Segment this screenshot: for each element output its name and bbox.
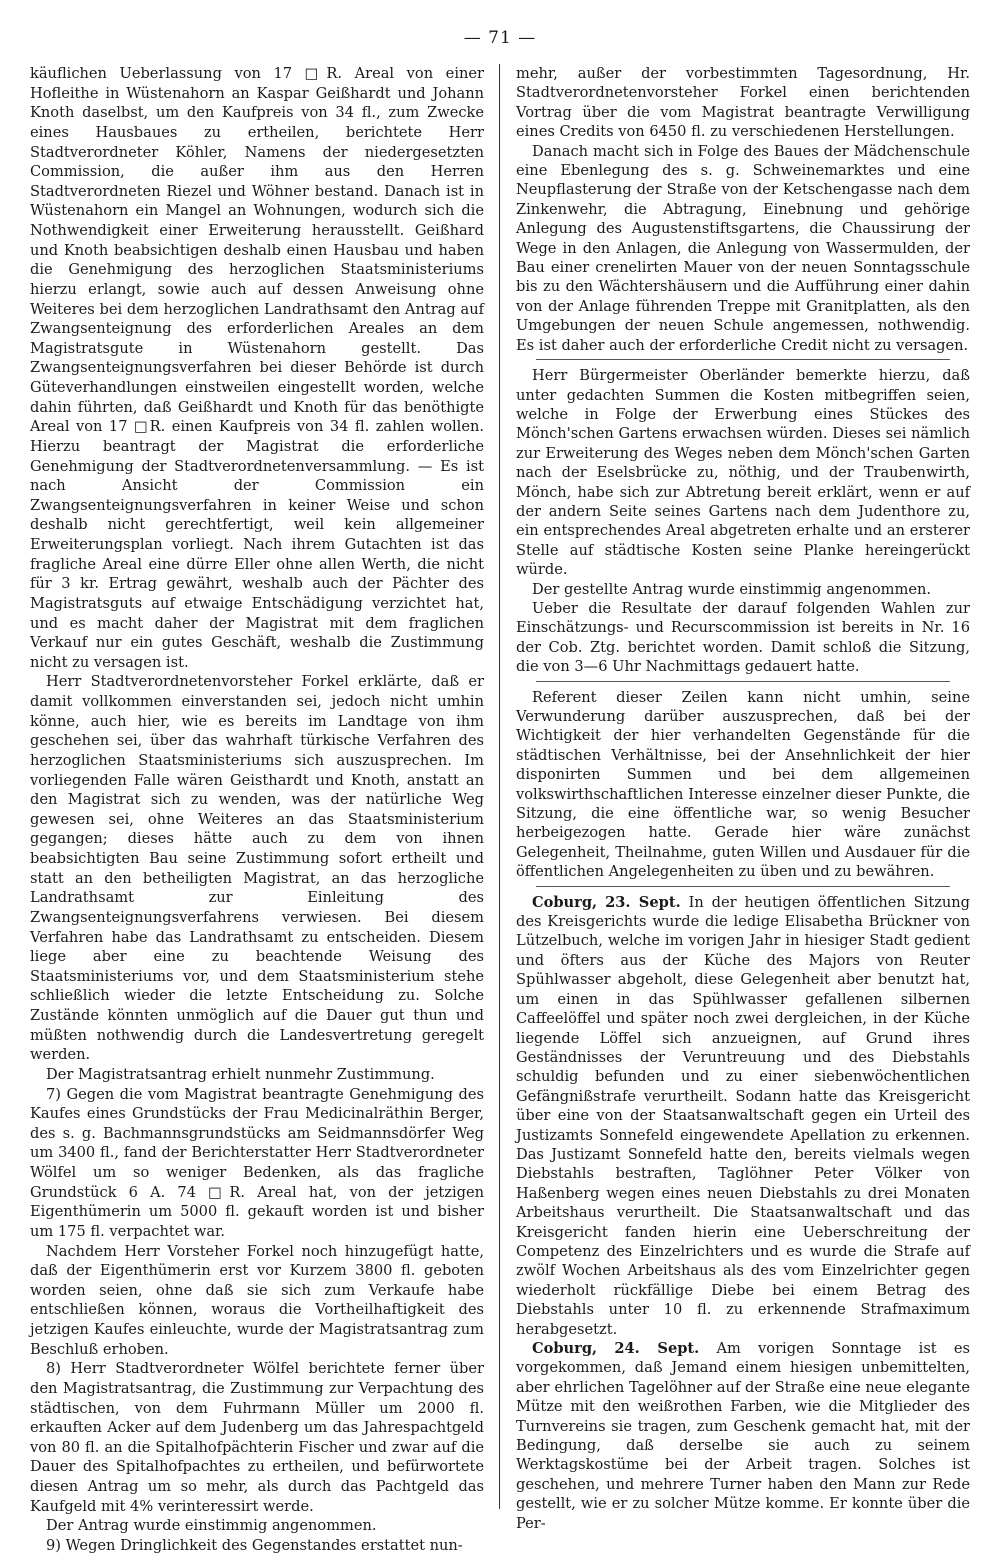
dateline-date: 24. Sept. <box>614 1340 700 1357</box>
paragraph-left-4: 7) Gegen die vom Magistrat beantragte Genehmigung des Kaufes eines Grundstücks der Frau Medicinalräthin Berger, des s. g. Bachmannsgrundstücks am Seidmannsdörfer Weg um 3400 fl., fand der Berichterstatter Herr Stadtverordneter Wölfel um so weniger Bedenken, als das fragliche Grundstück 6 A. 74 □R. Areal hat, von der jetzigen Eigenthümerin um 5000 fl. gekauft worden ist und bisher um 175 fl. verpachtet war. <box>30 1085 484 1240</box>
paragraph-right-6: Referent dieser Zeilen kann nicht umhin, seine Verwunderung darüber auszusprechen, daß bei der Wichtigkeit der hier verhandelten Gegenstände für die städtischen Verhältnisse, bei der Ansehnlichkeit der hier disponirten Summen und bei dem allgemeinen volkswirthschaftlichen Interesse einzelner dieser Punkte, die Sitzung, die eine öffentliche war, so wenig Besucher herbeigezogen hatte. Gerade hier wäre zunächst Gelegenheit, Theilnahme, guten Willen und Ausdauer für die öffentlichen Angelegenheiten zu üben und zu bewähren. <box>516 688 970 881</box>
separator-rule <box>536 359 950 360</box>
news-text: Am vorigen Sonntage ist es vorgekommen, daß Jemand einem hiesigen unbemittelten, aber ehrlichen Tagelöhner auf der Straße eine neue elegante Mütze mit den weißrothen Farben, wie die Mitglieder des Turnvereins sie tragen, zum Geschenk gemacht hat, mit der Bedingung, daß derselbe sie auch zu seinem Werktagskostüme bei der Arbeit tragen. Solches ist geschehen, und mehrere Turner haben den Mann zur Rede gestellt, wie er zu solcher Mütze komme. Er konnte über die Per- <box>516 1340 971 1532</box>
paragraph-left-8: 9) Wegen Dringlichkeit des Gegenstandes erstattet nun- <box>46 1536 463 1554</box>
column-divider <box>499 64 500 1509</box>
news-item-coburg-23 <box>516 893 970 1339</box>
news-text: In der heutigen öffentlichen Sitzung des Kreisgerichts wurde die ledige Elisabetha Brückner von Lützelbuch, welche im vorigen Jahr in hiesiger Stadt gedient und öfters aus der Küche des Majors von Reuter Spühlwasser abgeholt, diese Gelegenheit aber benutzt hat, um einen in das Spühlwasser gefallenen silbernen Caffeelöffel und später noch zwei dergleichen, in der Küche liegende Löffel sich anzueignen, auf Grund ihres Geständnisses der Veruntreuung und des Diebstahls schuldig befunden und zu einer siebenwöchentlichen Gefängnißstrafe verurtheilt. Sodann hatte das Kreisgericht über eine von der Staatsanwaltschaft gegen ein Urteil des Justizamts Sonnefeld eingewendete Apellation zu erkennen. Das Justizamt Sonnefeld hatte den, bereits vielmals wegen Diebstahls bestraften, Taglöhner Peter Völker von Haßenberg wegen eines neuen Diebstahls zu drei Monaten Arbeitshaus verurtheilt. Die Staatsanwaltschaft und das Kreisgericht fanden hierin eine Ueberschreitung der Competenz des Einzelrichters und es wurde die Strafe auf zwölf Wochen Arbeitshaus als des vom Einzelrichter gegen wiederholt rückfällige Diebe bei einem Betrag des Diebstahls unter 10 fl. zu erkennende Strafmaximum herabgesetzt. <box>516 893 971 1338</box>
dateline-date: 23. Sept. <box>605 893 681 911</box>
article-columns <box>30 64 971 1554</box>
paragraph-left-3: Der Magistratsantrag erhielt nunmehr Zustimmung. <box>46 1065 435 1083</box>
paragraph-left-2: Herr Stadtverordnetenvorsteher Forkel erklärte, daß er damit vollkommen einverstanden sei, jedoch nicht umhin könne, auch hier, wie es bereits im Landtage von ihm geschehen sei, über das wahrhaft türkische Verfahren des herzoglichen Staatsministeriums sich auszusprechen. Im vorliegenden Falle wären Geisthardt und Knoth, anstatt an den Magistrat sich zu wenden, was der natürliche Weg gewesen sei, ohne Weiteres an das Staatsministerium gegangen; dieses hätte auch zu dem von ihnen beabsichtigten Bau seine Zustimmung sofort ertheilt und statt an den betheiligten Magistrat, an das herzogliche Landrathsamt zur Einleitung des Zwangsenteignungsverfahrens verwiesen. Bei diesem Verfahren habe das Landrathsamt zu entscheiden. Diesem liege aber eine zu beachtende Weisung des Staatsministeriums vor, und dem Staatsministerium stehe schließlich wieder die letzte Entscheidung zu. Solche Zustände könnten unmöglich auf die Dauer gut thun und müßten nothwendig durch die Landesvertretung geregelt werden. <box>30 673 484 1064</box>
separator-rule <box>536 681 950 682</box>
dateline-place: Coburg, <box>532 1340 598 1357</box>
paragraph-right-5: Ueber die Resultate der darauf folgenden Wahlen zur Einschätzungs- und Recurscommission ist bereits in Nr. 16 der Cob. Ztg. berichtet worden. Damit schloß die Sitzung, die von 3—6 Uhr Nachmittags gedauert hatte. <box>516 599 970 676</box>
paragraph-right-2: Danach macht sich in Folge des Baues der Mädchenschule eine Ebenlegung des s. g. Schweinemarktes und eine Neupflasterung der Straße von der Ketschengasse nach dem Zinkenwehr, die Abtragung, Einebnung und gehörige Anlegung des Augustenstiftsgartens, die Chaussirung der Wege in den Anlagen, die Anlegung von Wassermulden, der Bau einer crenelirten Mauer von der neuen Sonntagsschule bis zu den Wächtershäusern und die Aufführung einer dahin von der Anlage führenden Treppe mit Granitplatten, als den Umgebungen der neuen Schule angemessen, nothwendig. Es ist daher auch der erforderliche Credit nicht zu versagen. <box>516 142 970 354</box>
separator-rule <box>536 886 950 887</box>
paragraph-right-3: Herr Bürgermeister Oberländer bemerkte hierzu, daß unter gedachten Summen die Kosten mitbegriffen seien, welche in Folge der Erwerbung eines Stückes des Mönch'schen Gartens erwachsen würden. Dieses sei nämlich zur Erweiterung des Weges neben dem Mönch'schen Garten nach der Eselsbrücke zu, nöthig, und der Traubenwirth, Mönch, habe sich zur Abtretung bereit erklärt, wenn er auf der andern Seite seines Gartens nach dem Judenthore zu, ein entsprechendes Areal abgetreten erhalte und an ersterer Stelle auf städtische Kosten seine Planke hereingerückt würde. <box>516 367 970 579</box>
paragraph-left-7: Der Antrag wurde einstimmig angenommen. <box>46 1517 377 1535</box>
paragraph-right-1: mehr, außer der vorbestimmten Tagesordnung, Hr. Stadtverordnetenvorsteher Forkel einen berichtenden Vortrag über die vom Magistrat beantragte Verwilligung eines Credits von 6450 fl. zu verschiedenen Herstellungen. <box>516 65 970 141</box>
news-item-coburg-24 <box>516 1339 970 1533</box>
paragraph-left-5: Nachdem Herr Vorsteher Forkel noch hinzugefügt hatte, daß der Eigenthümerin erst vor Kurzem 3800 fl. geboten worden seien, ohne daß sie sich zum Verkaufe habe entschließen können, woraus die Vortheilhaftigkeit des jetzigen Kaufes einleuchte, wurde der Magistratsantrag zum Beschluß erhoben. <box>30 1242 484 1358</box>
dateline-place: Coburg, <box>532 893 598 911</box>
paragraph-right-4: Der gestellte Antrag wurde einstimmig angenommen. <box>532 580 932 598</box>
paragraph-left-6: 8) Herr Stadtverordneter Wölfel berichtete ferner über den Magistratsantrag, die Zustimmung zur Verpachtung des städtischen, von dem Fuhrmann Müller um 2000 fl. erkauften Acker auf dem Judenberg um das Jahrespachtgeld von 80 fl. an die Spitalhofpächterin Fischer und zwar auf die Dauer des Spitalhofpachtes zu ertheilen, und befürwortete diesen Antrag um so mehr, als durch das Pachtgeld das Kaufgeld mit 4% verinteressirt werde. <box>30 1360 484 1515</box>
paragraph-left-1: käuflichen Ueberlassung von 17 □R. Areal von einer Hofleithe in Wüstenahorn an Kaspar Geißhardt und Johann Knoth daselbst, um den Kaufpreis von 34 fl., zum Zwecke eines Hausbaues zu ertheilen, berichtete Herr Stadtverordneter Köhler, Namens der niedergesetzten Commission, die außer ihm aus den Herren Stadtverordneten Riezel und Wöhner bestand. Danach ist in Wüstenahorn ein Mangel an Wohnungen, wodurch sich die Nothwendigkeit einer Erweiterung herausstellt. Geißhard und Knoth beabsichtigen deshalb einen Hausbau und haben die Genehmigung des herzoglichen Staatsministeriums hierzu erlangt, sowie auch auf dessen Anweisung ohne Weiteres bei dem herzoglichen Landrathsamt den Antrag auf Zwangsenteignung des erforderlichen Areales an dem Magistratsgute in Wüstenahorn gestellt. Das Zwangsenteignungsverfahren bei dieser Behörde ist durch Güteverhandlungen einstweilen eingestellt worden, welche dahin führten, daß Geißhardt und Knoth für das benöthigte Areal von 17 □R. einen Kaufpreis von 34 fl. zahlen wollen. Hierzu beantragt der Magistrat die erforderliche Genehmigung der Stadtverordnetenversammlung. — Es ist nach Ansicht der Commission ein Zwangsenteignungsverfahren in keiner Weise und schon deshalb nicht gerechtfertigt, weil kein allgemeiner Erweiterungsplan vorliegt. Nach ihrem Gutachten ist das fragliche Areal eine dürre Eller ohne allen Werth, die nicht für 3 kr. Ertrag gewährt, weshalb auch der Pächter des Magistratsguts auf etwaige Entschädigung verzichtet hat, und es macht daher der Magistrat mit dem fraglichen Verkauf nur ein gutes Geschäft, weshalb die Zustimmung nicht zu versagen ist. <box>30 65 484 671</box>
right-column <box>516 64 971 1532</box>
left-column <box>30 64 484 1554</box>
page-number: — 71 — <box>463 28 537 48</box>
